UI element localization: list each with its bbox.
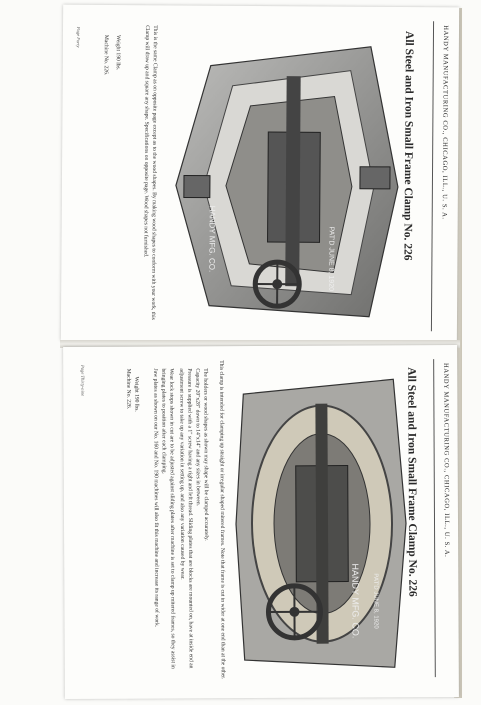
top-page: [61, 5, 459, 344]
header-rule: [431, 21, 434, 331]
body-paragraph: Capacity 20"x28" down to 14"x14" and any sizes in between.: [194, 368, 201, 507]
clamp-illustration: [169, 35, 403, 327]
machine-number: Machine No. 226.: [102, 34, 109, 76]
page-title: All Steel and Iron Small Frame Clamp No. 226: [401, 30, 416, 261]
body-paragraph: Pressure is supplied with a 1" screw having a right and left thread. Sliding plates that are blocks are mounted on, have at inside end an adjustment screw to take up any variation in setting up, and also any variation caused by wear.: [177, 368, 194, 669]
page-header: HANDY MANUFACTURING CO., CHICAGO, ILL., U. S. A.: [442, 363, 451, 558]
description: This is the same Clamp as on opposite page except as to the wood shapes. By making wood shapes to conform with your work, this Clamp will draw up and square any shape. Specifications on opposite page. Wood shapes not furnished.: [142, 25, 159, 320]
body-paragraph: The holders or wood shapes as shown may shape will be clamped accurately.: [202, 368, 210, 541]
bottom-page: [63, 345, 459, 699]
maker-text: HANDY MFG. CO.: [350, 563, 361, 639]
weight: Weight 190 lbs.: [133, 376, 140, 412]
plate-text: PAT'D JUNE 8, 1920: [327, 226, 335, 292]
body-paragraph: Jaw plates as shown on our No. 160 and No. 190 machines will also fit this machine and increase its range of work.: [152, 368, 160, 628]
maker-text: HANDY MFG. CO.: [207, 205, 217, 273]
page-number: Page Thirty-nine: [80, 364, 86, 397]
header-rule: [433, 359, 435, 677]
machine-number: Machine No. 226.: [125, 368, 132, 410]
plate-text: PAT'D JUNE 8, 1920: [372, 573, 379, 629]
page-number: Page Forty: [75, 26, 82, 48]
page-title: All Steel and Iron Small Frame Clamp No. 226: [405, 367, 419, 597]
body-paragraph: This clamp is intended for clamping up straight or irregular shaped mitered frames. Note that frame is cut in wider at one end than at the other.: [218, 360, 226, 680]
weight: Weight 190 lbs.: [114, 34, 121, 71]
clamp-illustration: [233, 373, 411, 674]
page-header: HANDY MANUFACTURING CO., CHICAGO, ILL., U. S. A.: [440, 25, 450, 220]
body-paragraph: Wear lock stops shown in cut are to be adjusted against sliding plates after machine is set to clamp up mitered frames, so they assist in bringing plates to position after each clamping.: [159, 368, 176, 669]
